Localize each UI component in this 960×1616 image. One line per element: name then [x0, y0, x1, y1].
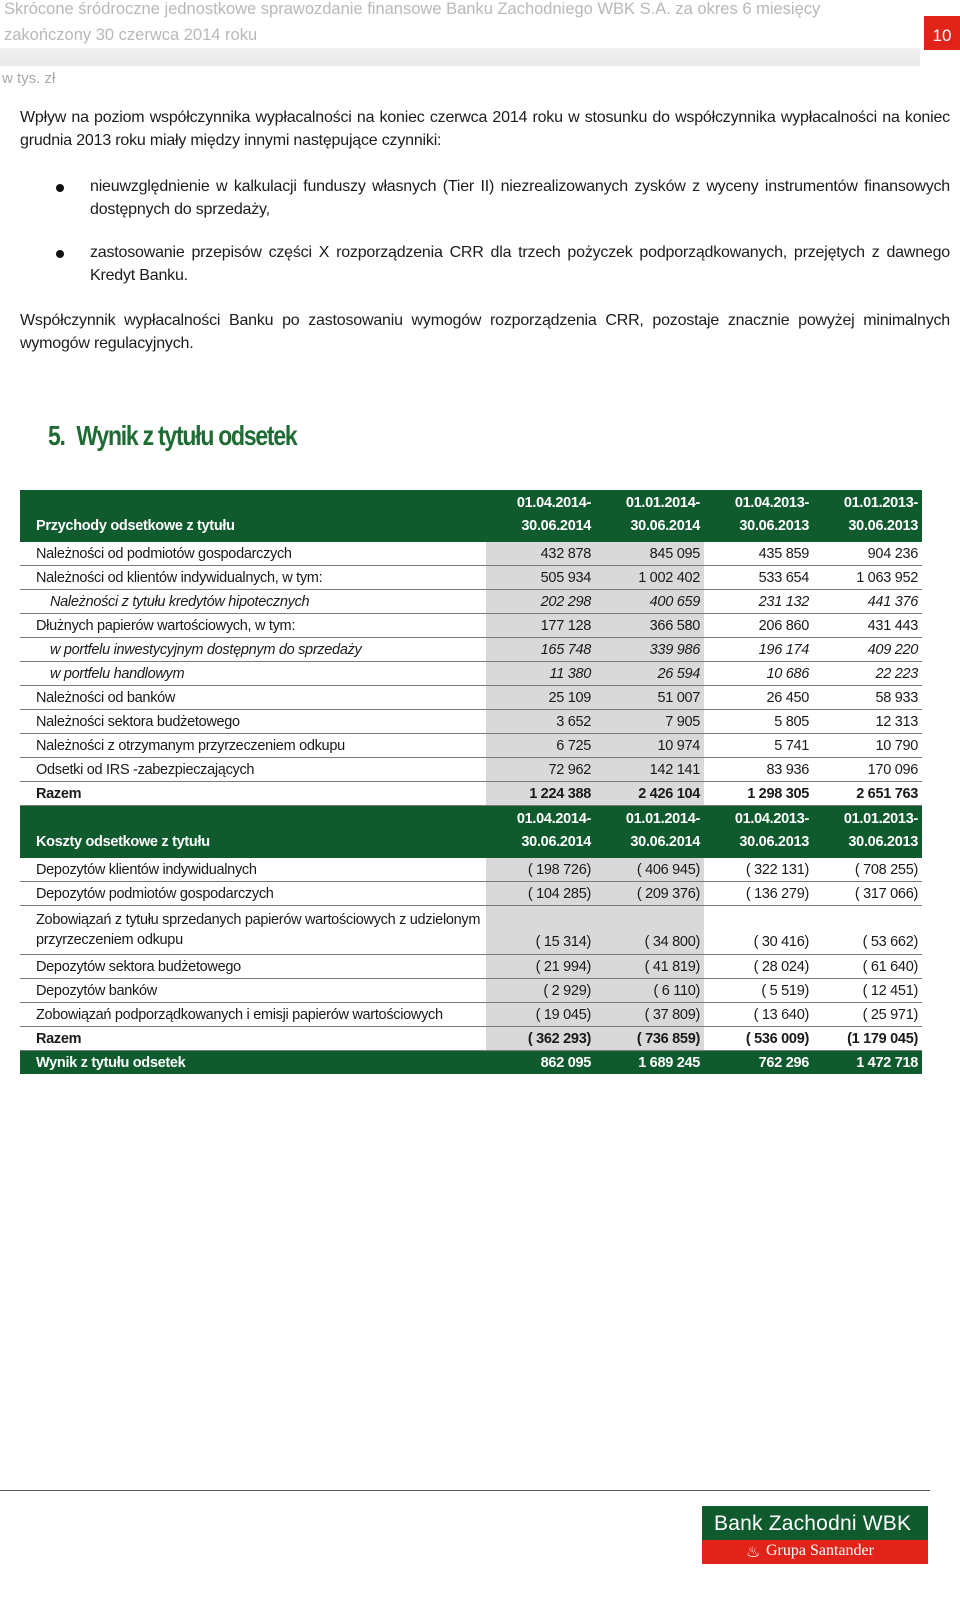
row-label: Depozytów banków — [20, 979, 486, 1003]
period-start: 01.01.2013- — [843, 811, 918, 827]
row-value: ( 317 066) — [813, 882, 922, 906]
logo-brand: Bank Zachodni WBK — [714, 1512, 912, 1535]
period-header — [595, 490, 704, 542]
row-value: 231 132 — [704, 590, 813, 614]
row-value: 25 109 — [486, 686, 595, 710]
period-header — [704, 806, 813, 859]
row-value: 1 063 952 — [813, 566, 922, 590]
row-value: ( 25 971) — [813, 1003, 922, 1027]
table-row — [20, 686, 922, 710]
table-section-header: Przychody odsetkowe z tytułu — [20, 490, 486, 542]
period-start: 01.01.2013- — [843, 495, 918, 511]
row-value: ( 6 110) — [595, 979, 704, 1003]
bullet-item-2: zastosowanie przepisów części X rozporządzenia CRR dla trzech pożyczek podporządkowanych, przejętych z dawnego Kredyt Banku. — [90, 244, 950, 284]
table-row — [20, 734, 922, 758]
table-row — [20, 1003, 922, 1027]
row-label: w portfelu inwestycyjnym dostępnym do sprzedaży — [20, 638, 486, 662]
row-value: ( 28 024) — [704, 955, 813, 979]
table-row — [20, 758, 922, 782]
footer-rule — [0, 1490, 930, 1491]
row-label: Zobowiązań podporządkowanych i emisji papierów wartościowych — [20, 1003, 486, 1027]
table-row — [20, 662, 922, 686]
row-value: ( 104 285) — [486, 882, 595, 906]
section-heading — [48, 420, 296, 452]
row-value: 10 790 — [813, 734, 922, 758]
period-header — [486, 490, 595, 542]
table-row — [20, 638, 922, 662]
period-end: 30.06.2014 — [630, 834, 700, 850]
row-value: 1 002 402 — [595, 566, 704, 590]
row-value: ( 15 314) — [486, 906, 595, 955]
row-value: ( 136 279) — [704, 882, 813, 906]
row-value: 142 141 — [595, 758, 704, 782]
row-value: 762 296 — [704, 1051, 813, 1075]
header-title-line1: Skrócone śródroczne jednostkowe sprawozdanie finansowe Banku Zachodniego WBK S.A. za okres 6 miesięcy — [4, 0, 821, 18]
row-value: ( 198 726) — [486, 858, 595, 882]
bullet-dot — [56, 250, 64, 258]
row-value: ( 13 640) — [704, 1003, 813, 1027]
row-value: (1 179 045) — [813, 1027, 922, 1051]
row-label: Należności z tytułu kredytów hipotecznych — [20, 590, 486, 614]
row-value: ( 362 293) — [486, 1027, 595, 1051]
period-end: 30.06.2013 — [848, 834, 918, 850]
row-value: ( 37 809) — [595, 1003, 704, 1027]
period-end: 30.06.2014 — [630, 518, 700, 534]
closing-paragraph: Współczynnik wypłacalności Banku po zastosowaniu wymogów rozporządzenia CRR, pozostaje znacznie powyżej minimalnych wymogów regulacyjnych. — [20, 312, 950, 352]
period-end: 30.06.2013 — [848, 518, 918, 534]
period-header — [595, 806, 704, 859]
row-value: ( 34 800) — [595, 906, 704, 955]
row-label: Razem — [20, 1027, 486, 1051]
header-rule — [0, 48, 920, 66]
row-value: 177 128 — [486, 614, 595, 638]
table-row — [20, 882, 922, 906]
row-value: 1 689 245 — [595, 1051, 704, 1075]
santander-flame-icon: ♨ — [746, 1544, 761, 1561]
row-value: ( 12 451) — [813, 979, 922, 1003]
row-label: Depozytów podmiotów gospodarczych — [20, 882, 486, 906]
row-label: Wynik z tytułu odsetek — [20, 1051, 486, 1075]
row-value: 505 934 — [486, 566, 595, 590]
table-row — [20, 542, 922, 566]
row-value: 1 472 718 — [813, 1051, 922, 1075]
row-value: 10 686 — [704, 662, 813, 686]
row-value: ( 406 945) — [595, 858, 704, 882]
bullet-item-1: nieuwzględnienie w kalkulacji funduszy własnych (Tier II) niezrealizowanych zysków z wyceny instrumentów finansowych dostępnych do sprzedaży, — [90, 178, 950, 218]
period-start: 01.04.2014- — [516, 811, 591, 827]
row-value: 339 986 — [595, 638, 704, 662]
period-end: 30.06.2013 — [739, 518, 809, 534]
row-value: 533 654 — [704, 566, 813, 590]
intro-paragraph: Wpływ na poziom współczynnika wypłacalności na koniec czerwca 2014 roku w stosunku do współczynnika wypłacalności na koniec grudnia 2013 roku miały między innymi następujące czynniki: — [20, 109, 950, 149]
period-start: 01.01.2014- — [625, 811, 700, 827]
row-value: 51 007 — [595, 686, 704, 710]
table-row — [20, 566, 922, 590]
interest-income-table — [20, 490, 922, 1074]
period-end: 30.06.2014 — [521, 518, 591, 534]
row-value: 58 933 — [813, 686, 922, 710]
row-value: 22 223 — [813, 662, 922, 686]
row-value: 6 725 — [486, 734, 595, 758]
document-header — [0, 0, 900, 66]
row-value: ( 41 819) — [595, 955, 704, 979]
table-row — [20, 710, 922, 734]
row-value: ( 19 045) — [486, 1003, 595, 1027]
row-label: Należności z otrzymanym przyrzeczeniem odkupu — [20, 734, 486, 758]
row-label: Depozytów sektora budżetowego — [20, 955, 486, 979]
period-header — [704, 490, 813, 542]
table-row — [20, 955, 922, 979]
row-value: 431 443 — [813, 614, 922, 638]
row-value: 202 298 — [486, 590, 595, 614]
row-value: 845 095 — [595, 542, 704, 566]
table-row — [20, 979, 922, 1003]
row-value: 196 174 — [704, 638, 813, 662]
income-header-row — [20, 490, 922, 542]
row-label: w portfelu handlowym — [20, 662, 486, 686]
cost-header-row — [20, 806, 922, 859]
logo-group: Grupa Santander — [766, 1542, 874, 1559]
row-value: 12 313 — [813, 710, 922, 734]
row-value: ( 53 662) — [813, 906, 922, 955]
row-value: 26 450 — [704, 686, 813, 710]
section-title-text: Wynik z tytułu odsetek — [76, 420, 297, 451]
row-value: 7 905 — [595, 710, 704, 734]
row-value: 3 652 — [486, 710, 595, 734]
table-row — [20, 590, 922, 614]
bank-logo — [702, 1506, 928, 1564]
period-start: 01.04.2014- — [516, 495, 591, 511]
row-value: 1 224 388 — [486, 782, 595, 806]
unit-label: w tys. zł — [2, 70, 56, 87]
row-label: Razem — [20, 782, 486, 806]
row-label: Zobowiązań z tytułu sprzedanych papierów wartościowych z udzielonym przyrzeczeniem odkupu — [20, 906, 486, 955]
row-value: ( 708 255) — [813, 858, 922, 882]
row-value: ( 61 640) — [813, 955, 922, 979]
row-value: 11 380 — [486, 662, 595, 686]
table-row — [20, 1027, 922, 1051]
row-value: 441 376 — [813, 590, 922, 614]
table-row — [20, 906, 922, 955]
row-value: ( 736 859) — [595, 1027, 704, 1051]
row-value: ( 21 994) — [486, 955, 595, 979]
row-label: Odsetki od IRS -zabezpieczających — [20, 758, 486, 782]
period-end: 30.06.2014 — [521, 834, 591, 850]
row-value: ( 536 009) — [704, 1027, 813, 1051]
row-value: 72 962 — [486, 758, 595, 782]
table-row — [20, 1051, 922, 1075]
row-value: ( 30 416) — [704, 906, 813, 955]
table-row — [20, 782, 922, 806]
period-header — [486, 806, 595, 859]
row-label: Dłużnych papierów wartościowych, w tym: — [20, 614, 486, 638]
row-value: 165 748 — [486, 638, 595, 662]
row-value: 10 974 — [595, 734, 704, 758]
row-value: 83 936 — [704, 758, 813, 782]
row-value: 2 426 104 — [595, 782, 704, 806]
header-title-line2: zakończony 30 czerwca 2014 roku — [4, 26, 258, 44]
period-start: 01.04.2013- — [734, 811, 809, 827]
row-value: 432 878 — [486, 542, 595, 566]
table-section-header: Koszty odsetkowe z tytułu — [20, 806, 486, 859]
row-value: 5 805 — [704, 710, 813, 734]
page-number: 10 — [924, 16, 960, 50]
row-value: 366 580 — [595, 614, 704, 638]
row-value: ( 5 519) — [704, 979, 813, 1003]
period-end: 30.06.2013 — [739, 834, 809, 850]
row-value: 400 659 — [595, 590, 704, 614]
row-value: 1 298 305 — [704, 782, 813, 806]
row-label: Należności od podmiotów gospodarczych — [20, 542, 486, 566]
row-value: 2 651 763 — [813, 782, 922, 806]
row-value: 862 095 — [486, 1051, 595, 1075]
row-label: Depozytów klientów indywidualnych — [20, 858, 486, 882]
section-number: 5. — [48, 420, 65, 451]
row-label: Należności sektora budżetowego — [20, 710, 486, 734]
row-value: 206 860 — [704, 614, 813, 638]
period-start: 01.01.2014- — [625, 495, 700, 511]
period-header — [813, 806, 922, 859]
row-value: 904 236 — [813, 542, 922, 566]
period-header — [813, 490, 922, 542]
row-value: 409 220 — [813, 638, 922, 662]
row-value: ( 2 929) — [486, 979, 595, 1003]
bullet-dot — [56, 184, 64, 192]
row-value: 5 741 — [704, 734, 813, 758]
row-value: ( 209 376) — [595, 882, 704, 906]
row-value: 26 594 — [595, 662, 704, 686]
row-label: Należności od klientów indywidualnych, w tym: — [20, 566, 486, 590]
period-start: 01.04.2013- — [734, 495, 809, 511]
row-label: Należności od banków — [20, 686, 486, 710]
table-row — [20, 858, 922, 882]
row-value: 170 096 — [813, 758, 922, 782]
row-value: ( 322 131) — [704, 858, 813, 882]
table-row — [20, 614, 922, 638]
row-value: 435 859 — [704, 542, 813, 566]
